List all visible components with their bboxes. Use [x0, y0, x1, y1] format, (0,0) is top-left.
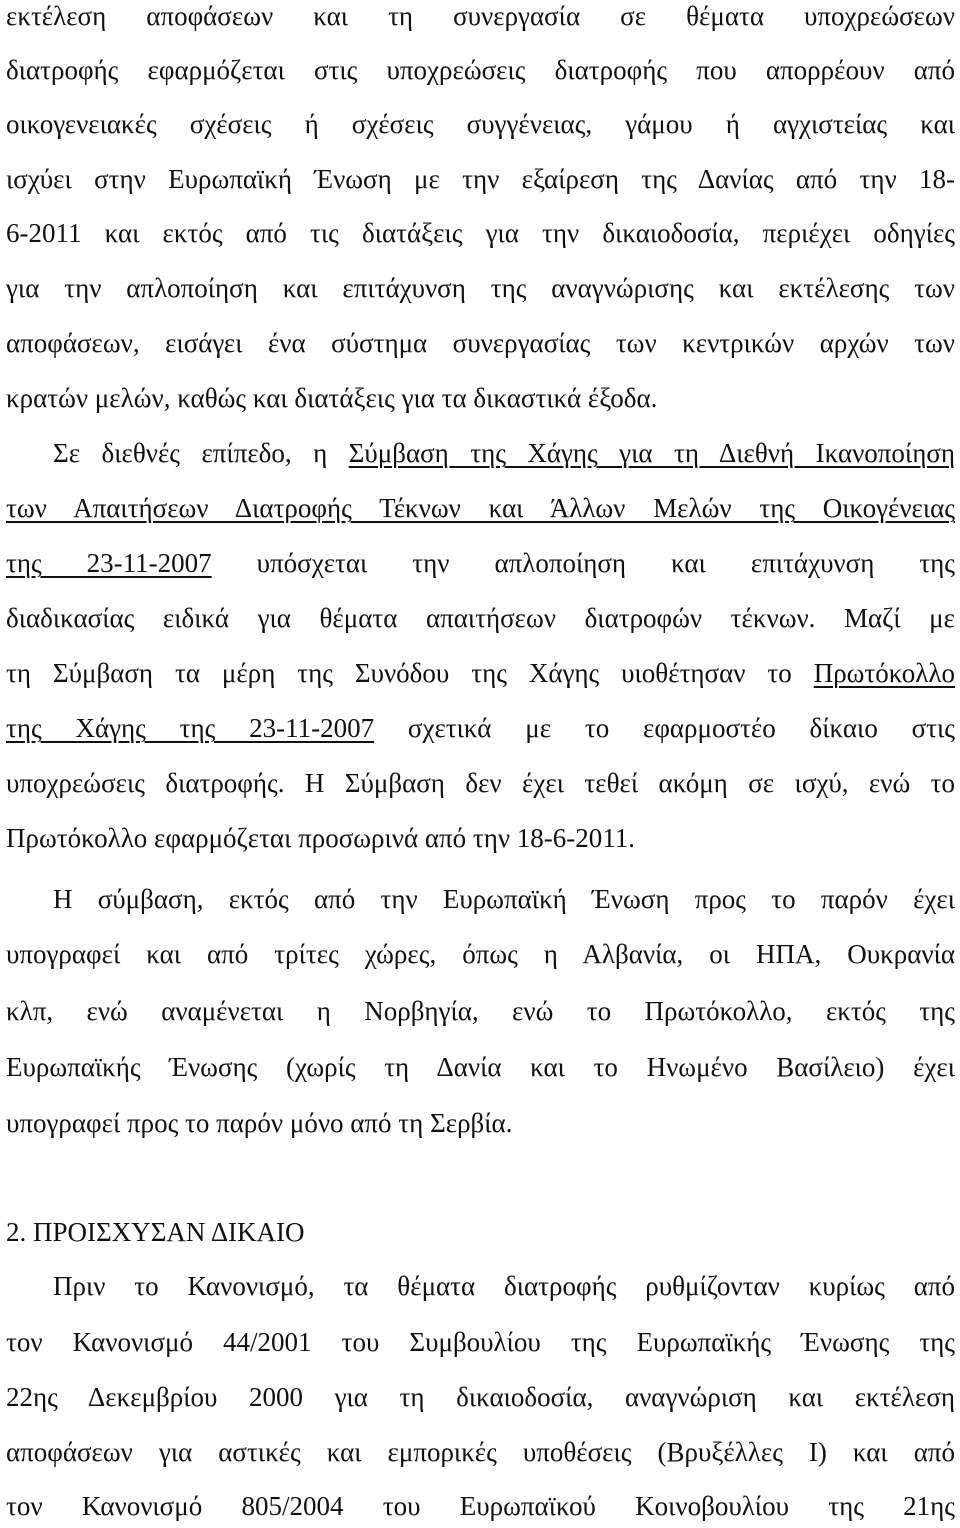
text-line: υπογραφεί και από τρίτες χώρες, όπως η Αλβανία, οι ΗΠΑ, Ουκρανία — [6, 939, 955, 969]
text-line — [6, 488, 955, 528]
text-line: Πρωτόκολλο εφαρμόζεται προσωρινά από την 18-6-2011. — [6, 823, 636, 853]
text-line: για την απλοποίηση και επιτάχυνση της αναγνώρισης και εκτέλεσης των — [6, 273, 955, 303]
text-line: υπογραφεί προς το παρόν μόνο από τη Σερβία. — [6, 1108, 513, 1138]
text-line — [53, 433, 955, 473]
text-line: Ευρωπαϊκής Ένωσης (χωρίς τη Δανία και το Ηνωμένο Βασίλειο) έχει — [6, 1052, 955, 1082]
text-span: υπόσχεται την απλοποίηση και επιτάχυνση της — [211, 548, 955, 578]
text-line: κρατών μελών, καθώς και διατάξεις για τα δικαστικά έξοδα. — [6, 383, 658, 413]
text-line: κλπ, ενώ αναμένεται η Νορβηγία, ενώ το Πρωτόκολλο, εκτός της — [6, 996, 955, 1026]
text-line — [6, 708, 955, 748]
text-line — [6, 543, 955, 583]
text-line: διατροφής εφαρμόζεται στις υποχρεώσεις διατροφής που απορρέουν από — [6, 55, 955, 85]
text-line: 22ης Δεκεμβρίου 2000 για τη δικαιοδοσία, αναγνώριση και εκτέλεση — [6, 1382, 955, 1412]
convention-link[interactable]: Σύμβαση της Χάγης για τη Διεθνή Ικανοποίηση — [348, 438, 955, 468]
text-line — [6, 653, 955, 693]
protocol-link[interactable]: Πρωτόκολλο — [813, 658, 955, 688]
text-line: αποφάσεων, εισάγει ένα σύστημα συνεργασίας των κεντρικών αρχών των — [6, 328, 955, 358]
text-line: οικογενειακές σχέσεις ή σχέσεις συγγένειας, γάμου ή αγχιστείας και — [6, 109, 955, 139]
text-line: τον Κανονισμό 805/2004 του Ευρωπαϊκού Κοινοβουλίου της 21ης — [6, 1491, 955, 1521]
text-span: σχετικά με το εφαρμοστέο δίκαιο στις — [374, 713, 955, 743]
text-line: 6-2011 και εκτός από τις διατάξεις για την δικαιοδοσία, περιέχει οδηγίες — [6, 218, 955, 248]
text-span: Σε διεθνές επίπεδο, η — [53, 438, 349, 468]
protocol-link-continued[interactable]: της Χάγης της 23-11-2007 — [6, 713, 375, 743]
convention-link-continued[interactable]: των Απαιτήσεων Διατροφής Τέκνων και Άλλων Μελών της Οικογένειας — [6, 493, 955, 523]
section-heading: 2. ΠΡΟΙΣΧΥΣΑΝ ΔΙΚΑΙΟ — [6, 1217, 305, 1247]
convention-date-link[interactable]: της 23-11-2007 — [6, 548, 212, 578]
text-line: διαδικασίας ειδικά για θέματα απαιτήσεων διατροφών τέκνων. Μαζί με — [6, 603, 955, 633]
text-line: τον Κανονισμό 44/2001 του Συμβουλίου της Ευρωπαϊκής Ένωσης της — [6, 1327, 955, 1357]
text-span: τη Σύμβαση τα μέρη της Συνόδου της Χάγης υιοθέτησαν το — [6, 658, 814, 688]
text-line: Πριν το Κανονισμό, τα θέματα διατροφής ρυθμίζονταν κυρίως από — [53, 1271, 955, 1301]
text-line: αποφάσεων για αστικές και εμπορικές υποθέσεις (Βρυξέλλες Ι) και από — [6, 1437, 955, 1467]
text-line: ισχύει στην Ευρωπαϊκή Ένωση με την εξαίρεση της Δανίας από την 18- — [6, 164, 955, 194]
text-line: εκτέλεση αποφάσεων και τη συνεργασία σε θέματα υποχρεώσεων — [6, 1, 955, 31]
text-line: υποχρεώσεις διατροφής. Η Σύμβαση δεν έχει τεθεί ακόμη σε ισχύ, ενώ το — [6, 768, 955, 798]
text-line: Η σύμβαση, εκτός από την Ευρωπαϊκή Ένωση προς το παρόν έχει — [53, 884, 955, 914]
